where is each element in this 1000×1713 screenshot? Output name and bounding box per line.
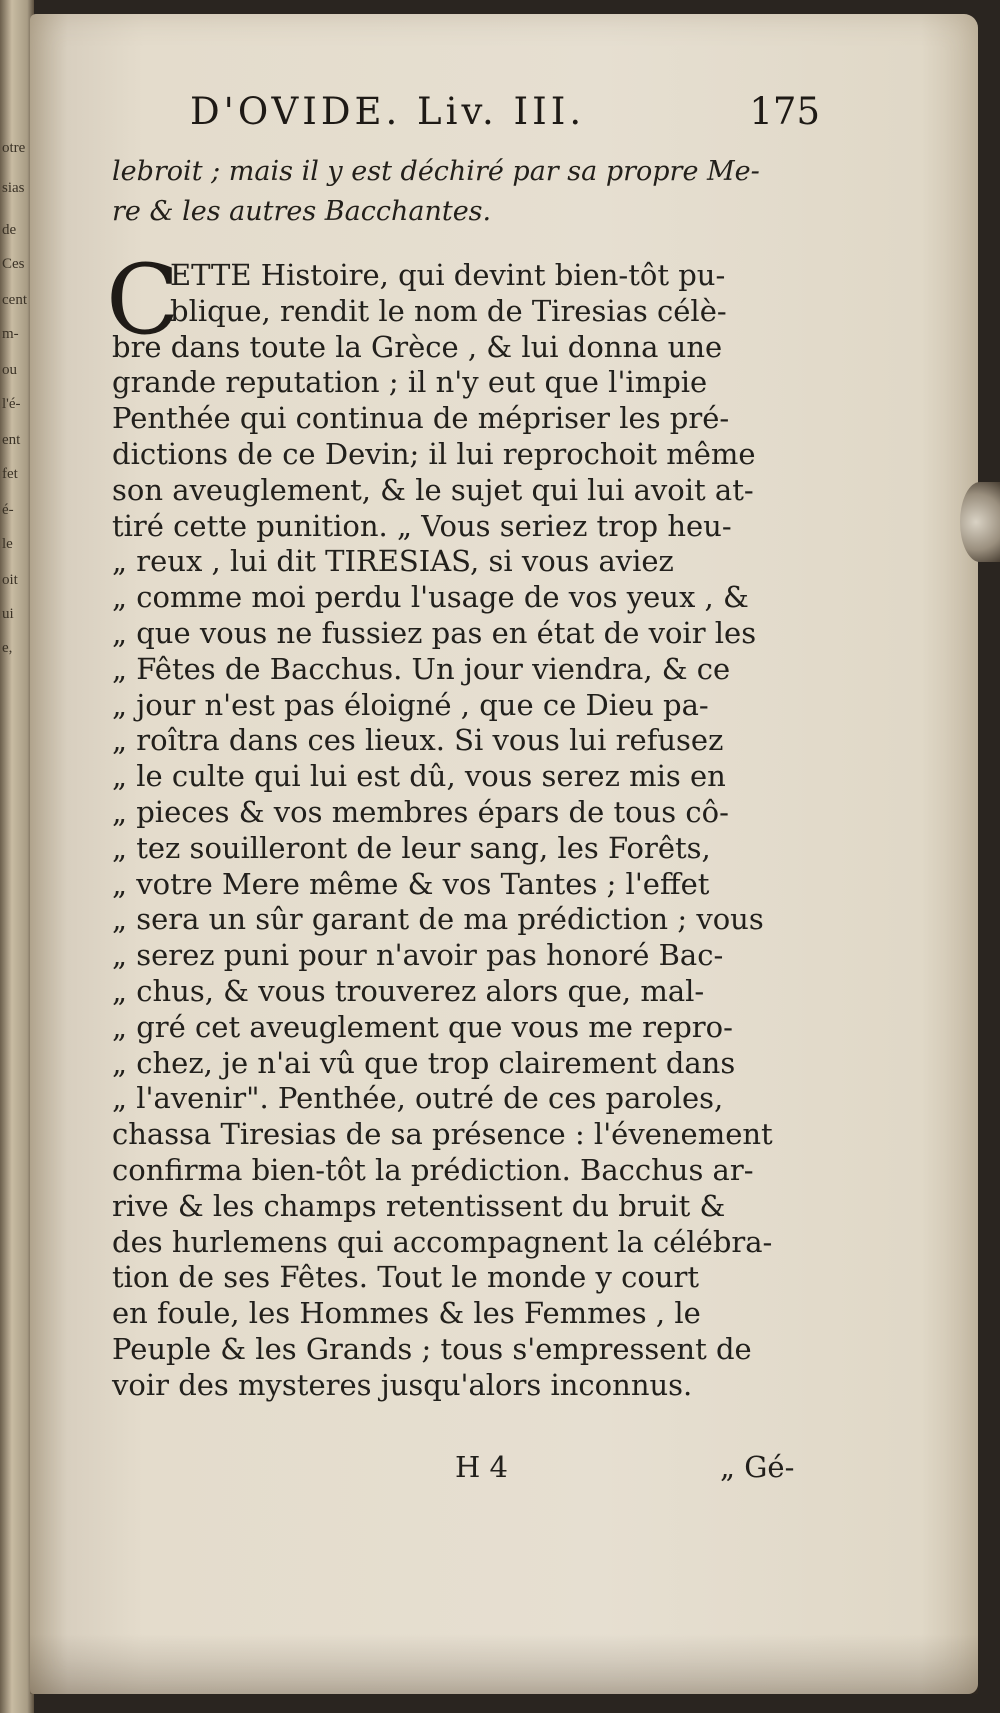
running-header (190, 90, 820, 133)
prev-page-fragment: e, (2, 640, 13, 656)
text-line: des hurlemens qui accompagnent la célébra- (112, 1224, 773, 1259)
text-line: rive & les champs retentissent du bruit & (112, 1188, 726, 1223)
text-line: dictions de ce Devin; il lui reprochoit même (112, 436, 756, 471)
running-title: D'OVIDE. Liv. III. (190, 90, 586, 133)
text-line: grande reputation ; il n'y eut que l'impie (112, 365, 708, 400)
text-line: „ sera un sûr garant de ma prédiction ; vous (112, 902, 764, 937)
text-line: „ pieces & vos membres épars de tous cô- (112, 794, 729, 829)
prev-page-fragment: otre (2, 140, 26, 156)
page-number: 175 (749, 90, 820, 133)
text-line: „ votre Mere même & vos Tantes ; l'effet (112, 866, 710, 901)
text-line: en foule, les Hommes & les Femmes , le (112, 1296, 701, 1331)
text-line: ETTE Histoire, qui devint bien-tôt pu- (170, 258, 726, 292)
text-line: „ le culte qui lui est dû, vous serez mis en (112, 759, 726, 794)
text-line: voir des mysteres jusqu'alors inconnus. (112, 1367, 693, 1402)
text-line: „ comme moi perdu l'usage de vos yeux , & (112, 580, 749, 615)
previous-page-edge (0, 0, 34, 1713)
text-line: confirma bien-tôt la prédiction. Bacchus ar- (112, 1152, 754, 1187)
text-line: „ chez, je n'ai vû que trop clairement dans (112, 1045, 736, 1080)
prev-page-fragment: Ces (2, 256, 25, 272)
prev-page-fragment: m- (2, 326, 19, 342)
text-line: „ chus, & vous trouverez alors que, mal- (112, 973, 705, 1008)
text-line: „ reux , lui dit TIRESIAS, si vous aviez (112, 544, 674, 579)
text-line: tion de ses Fêtes. Tout le monde y court (112, 1260, 700, 1295)
body-text (112, 258, 812, 1404)
text-line: bre dans toute la Grèce , & lui donna une (112, 329, 723, 364)
prev-page-fragment: ent (2, 432, 21, 448)
prev-page-fragment: é- (2, 502, 14, 518)
summary-italic (112, 152, 832, 232)
text-line: chassa Tiresias de sa présence : l'évenement (112, 1117, 773, 1152)
summary-line: re & les autres Bacchantes. (112, 196, 492, 227)
catchword: „ Gé- (720, 1450, 795, 1484)
page-shadow (30, 1634, 978, 1694)
summary-line: lebroit ; mais il y est déchiré par sa propre Me- (112, 156, 760, 187)
text-line: Penthée qui continua de mépriser les pré- (112, 401, 730, 436)
prev-page-fragment: fet (2, 466, 18, 482)
prev-page-fragment: oit (2, 572, 18, 588)
text-line: „ roîtra dans ces lieux. Si vous lui refusez (112, 723, 724, 758)
text-line: „ gré cet aveuglement que vous me repro- (112, 1009, 733, 1044)
text-line: „ jour n'est pas éloigné , que ce Dieu pa- (112, 687, 709, 722)
prev-page-fragment: cent (2, 292, 27, 308)
text-line: blique, rendit le nom de Tiresias célè- (170, 293, 727, 328)
text-line: son aveuglement, & le sujet qui lui avoit at- (112, 472, 754, 507)
prev-page-fragment: le (2, 536, 13, 552)
page-tab-marker (960, 482, 1000, 562)
text-line: Peuple & les Grands ; tous s'empressent de (112, 1331, 752, 1366)
prev-page-fragment: ui (2, 606, 14, 622)
text-line: „ tez souilleront de leur sang, les Forêts, (112, 830, 711, 865)
prev-page-fragment: sias (2, 180, 25, 196)
text-line: „ que vous ne fussiez pas en état de voir les (112, 615, 757, 650)
prev-page-fragment: ou (2, 362, 17, 378)
drop-capital: C (106, 244, 180, 356)
prev-page-fragment: de (2, 222, 17, 238)
text-line: „ serez puni pour n'avoir pas honoré Bac- (112, 938, 724, 973)
text-line: „ l'avenir". Penthée, outré de ces paroles, (112, 1081, 724, 1116)
prev-page-fragment: l'é- (2, 396, 21, 412)
signature-mark: H 4 (455, 1450, 508, 1484)
text-line: „ Fêtes de Bacchus. Un jour viendra, & ce (112, 651, 731, 686)
text-line: tiré cette punition. „ Vous seriez trop heu- (112, 508, 732, 543)
